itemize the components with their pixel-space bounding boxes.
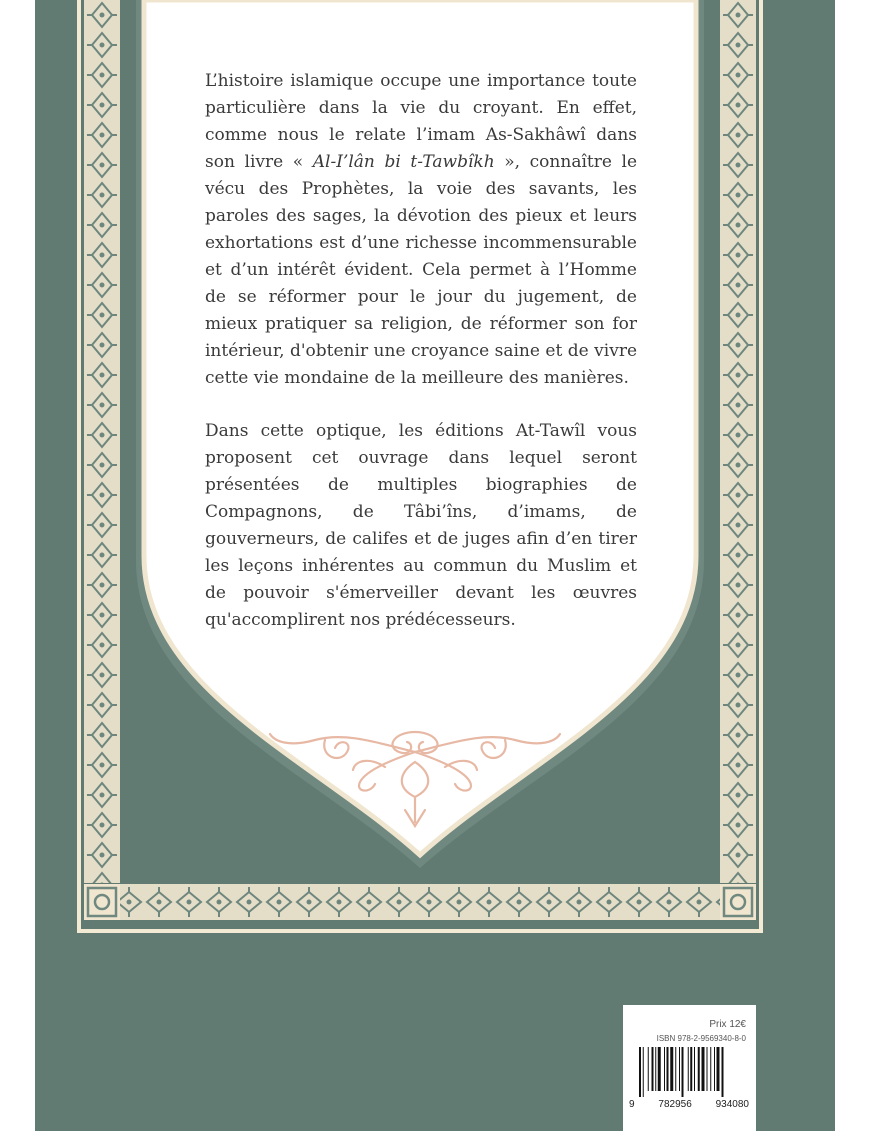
- floral-ornament-icon: [265, 722, 565, 832]
- barcode-bar: [670, 1047, 673, 1091]
- barcode-bar: [694, 1047, 695, 1091]
- barcode-number: [629, 1099, 749, 1110]
- barcode-icon: [639, 1047, 747, 1097]
- barcode-digit-first: 9: [629, 1099, 635, 1110]
- barcode-bar: [679, 1047, 680, 1091]
- barcode-bar: [652, 1047, 654, 1091]
- barcode-bar: [664, 1047, 665, 1091]
- barcode-bar: [648, 1047, 649, 1091]
- barcode-bar: [658, 1047, 661, 1091]
- barcode-bar: [710, 1047, 711, 1091]
- barcode-bar: [655, 1047, 656, 1091]
- price-label: Prix 12€: [709, 1019, 746, 1030]
- barcode-bar: [675, 1047, 676, 1091]
- book-title: Al-I’lân bi t-Tawbîkh: [312, 152, 495, 172]
- price-barcode-box: [623, 1005, 756, 1131]
- barcode-bar: [639, 1047, 641, 1097]
- barcode-bar: [707, 1047, 708, 1091]
- barcode-bar: [722, 1047, 724, 1097]
- barcode-bar: [643, 1047, 644, 1097]
- isbn-label: ISBN 978-2-9569340-8-0: [656, 1034, 746, 1043]
- barcode-bar: [698, 1047, 700, 1091]
- barcode-bar: [682, 1047, 684, 1097]
- barcode-bar: [667, 1047, 669, 1091]
- barcode-bar: [690, 1047, 692, 1091]
- barcode-group-2: 934080: [715, 1099, 749, 1110]
- barcode-bar: [714, 1047, 715, 1091]
- paragraph-1-part-1: L’histoire islamique occupe une importance toute particulière dans la vie du croyant. En effet, comme nous le relate l’imam As-Sakhâwî dans son livre «: [205, 71, 637, 172]
- barcode-bar: [702, 1047, 705, 1091]
- barcode-bar: [688, 1047, 689, 1091]
- paragraph-1-part-2: », connaître le vécu des Prophètes, la voie des savants, les paroles des sages, la dévotion des pieux et leurs exhortations est d’une richesse incommensurable et d’un intérêt évident. Cela permet à l’Homme de se réformer pour le jour du jugement, de mieux pratiquer sa religion, de réformer son for intérieur, d'obtenir une croyance saine et de vivre cette vie mondaine de la meilleure des manières.: [205, 152, 637, 388]
- barcode-group-1: 782956: [658, 1099, 692, 1110]
- paragraph-1: [205, 68, 637, 392]
- back-cover-text: [205, 68, 637, 634]
- barcode-bar: [717, 1047, 720, 1091]
- paragraph-2: Dans cette optique, les éditions At-Tawîl vous proposent cet ouvrage dans lequel seront présentées de multiples biographies de Compagnons, de Tâbi’îns, d’imams, de gouverneurs, de califes et de juges afin d’en tirer les leçons inhérentes au commun du Muslim et de pouvoir s'émerveiller devant les œuvres qu'accomplirent nos prédécesseurs.: [205, 421, 637, 630]
